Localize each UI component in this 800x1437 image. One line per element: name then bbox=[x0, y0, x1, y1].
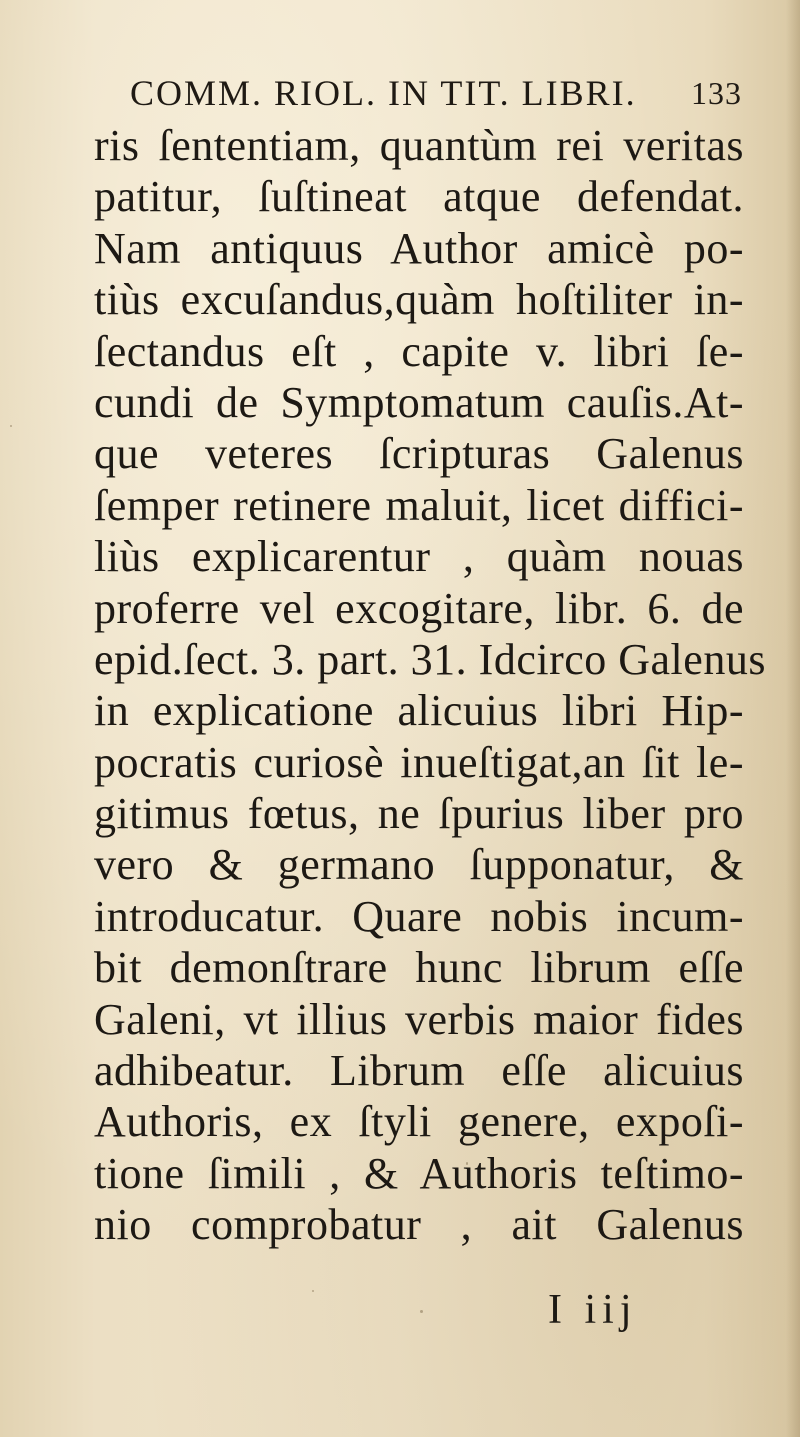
page-edge-shadow bbox=[786, 0, 800, 1437]
page-number: 133 bbox=[691, 75, 742, 111]
text-line: cundi de Symptomatum cauſis.At- bbox=[94, 377, 744, 427]
text-line: in explicatione alicuius libri Hip- bbox=[94, 686, 744, 736]
text-line: Galeni, vt illius verbis maior fides bbox=[94, 994, 744, 1044]
text-line: ſemper retinere maluit, licet diffici- bbox=[94, 480, 744, 530]
text-line: liùs explicarentur , quàm nouas bbox=[94, 532, 744, 582]
text-line: tione ſimili , & Authoris teſtimo- bbox=[94, 1148, 744, 1198]
paper-fleck bbox=[10, 425, 12, 427]
text-line: bit demonſtrare hunc librum eſſe bbox=[94, 943, 744, 993]
text-line: introducatur. Quare nobis incum- bbox=[94, 891, 744, 941]
running-title: COMM. RIOL. IN TIT. LIBRI. bbox=[130, 73, 637, 113]
paper-fleck bbox=[312, 1290, 314, 1292]
text-line: epid.ſect. 3. part. 31. Idcirco Galenus bbox=[94, 634, 766, 684]
text-line: ſectandus eſt , capite v. libri ſe- bbox=[94, 326, 744, 376]
text-line: que veteres ſcripturas Galenus bbox=[94, 429, 744, 479]
text-line: vero & germano ſupponatur, & bbox=[94, 840, 744, 890]
text-line: proferre vel excogitare, libr. 6. de bbox=[94, 583, 744, 633]
running-header bbox=[130, 66, 742, 120]
text-line: Authoris, ex ſtyli genere, expoſi- bbox=[94, 1097, 744, 1147]
text-line: adhibeatur. Librum eſſe alicuius bbox=[94, 1046, 744, 1096]
text-line: patitur, ſuſtineat atque defendat. bbox=[94, 172, 744, 222]
text-line: Nam antiquus Author amicè po- bbox=[94, 223, 744, 273]
text-line: nio comprobatur , ait Galenus bbox=[94, 1200, 744, 1250]
signature-mark: I iij bbox=[548, 1287, 638, 1333]
text-line: ris ſententiam, quantùm rei veritas bbox=[94, 121, 744, 170]
text-line: tiùs excuſandus,quàm hoſtiliter in- bbox=[94, 275, 744, 325]
text-line: gitimus fœtus, ne ſpurius liber pro bbox=[94, 789, 744, 839]
body-text bbox=[94, 120, 766, 1251]
paper-fleck bbox=[466, 1162, 468, 1165]
paper-fleck bbox=[420, 1310, 423, 1313]
text-line: pocratis curiosè inueſtigat,an ſit le- bbox=[94, 737, 744, 787]
